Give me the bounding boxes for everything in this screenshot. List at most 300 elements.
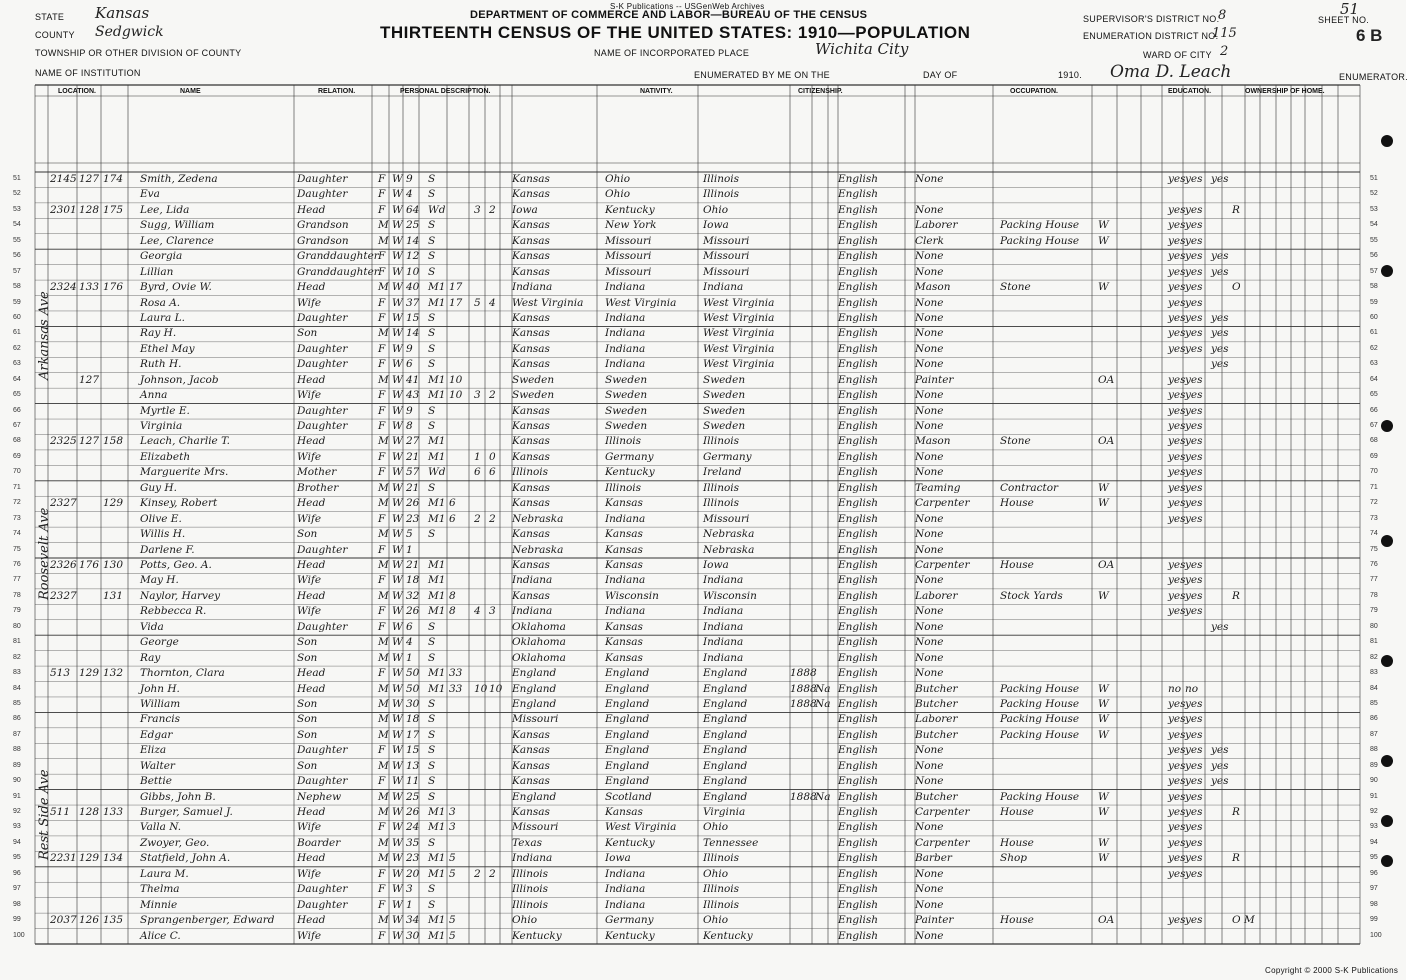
- cell-mother-birthplace: Missouri: [703, 234, 750, 247]
- section-heading: RELATION.: [318, 88, 356, 95]
- county-label: COUNTY: [35, 30, 75, 40]
- cell-father-birthplace: Indiana: [605, 327, 646, 340]
- street-name-note: Rest Side Ave: [37, 769, 52, 860]
- cell-relation: Head: [297, 559, 326, 571]
- line-number: 60: [13, 313, 21, 321]
- cell-mother-birthplace: Sweden: [703, 389, 746, 402]
- cell-read: yes: [1168, 420, 1186, 433]
- cell-sex: F: [378, 744, 386, 757]
- cell-read: yes: [1168, 790, 1186, 803]
- cell-read: yes: [1168, 775, 1186, 788]
- cell-father-birthplace: West Virginia: [605, 296, 677, 309]
- cell-employer: W: [1098, 281, 1109, 294]
- census-row: [13, 790, 1378, 806]
- cell-name: Zwoyer, Geo.: [140, 836, 210, 849]
- census-row: [13, 851, 1378, 867]
- cell-mother-birthplace: England: [703, 667, 748, 680]
- cell-name: Bettie: [140, 775, 172, 788]
- cell-age: 4: [406, 636, 413, 649]
- cell-mother-birthplace: Indiana: [703, 651, 744, 664]
- line-number: 73: [13, 514, 21, 522]
- line-number: 61: [13, 329, 21, 337]
- cell-birthplace: Illinois: [512, 883, 549, 896]
- cell-age: 34: [406, 914, 420, 927]
- cell-father-birthplace: Kentucky: [605, 836, 655, 849]
- cell-sex: F: [378, 389, 386, 402]
- cell-race: W: [392, 311, 403, 324]
- incorporated-place-label: NAME OF INCORPORATED PLACE: [594, 48, 750, 58]
- cell-employer: W: [1098, 234, 1109, 247]
- cell-mother-birthplace: England: [703, 775, 748, 788]
- cell-read: yes: [1168, 806, 1186, 819]
- cell-relation: Head: [297, 914, 326, 927]
- cell-sex: F: [378, 450, 386, 463]
- cell-naturalized: Na: [815, 697, 831, 710]
- cell-father-birthplace: Indiana: [605, 512, 646, 525]
- copyright-notice: Copyright © 2000 S-K Publications: [1265, 966, 1399, 975]
- census-row: [13, 465, 1378, 481]
- cell-birthplace: Sweden: [512, 389, 555, 402]
- cell-relation: Son: [297, 759, 318, 772]
- cell-sex: M: [378, 435, 389, 448]
- cell-house: 2231: [50, 852, 77, 865]
- cell-write: yes: [1185, 589, 1203, 602]
- cell-race: W: [392, 450, 403, 463]
- line-number: 71: [1370, 483, 1378, 491]
- cell-industry: Packing House: [1000, 790, 1080, 803]
- cell-marital: Wd: [428, 203, 446, 216]
- cell-birthplace: Kansas: [512, 497, 550, 510]
- line-number: 72: [13, 499, 21, 507]
- line-number: 96: [1370, 869, 1378, 877]
- cell-house: 2301: [50, 203, 77, 216]
- cell-marital: M1: [428, 574, 446, 587]
- section-heading: PERSONAL DESCRIPTION.: [400, 88, 491, 95]
- cell-relation: Wife: [297, 605, 322, 618]
- cell-marital: M1: [428, 296, 446, 309]
- census-row: [13, 296, 1378, 312]
- cell-employer: W: [1098, 682, 1109, 695]
- census-row: [13, 558, 1378, 574]
- cell-age: 10: [406, 265, 420, 278]
- cell-write: yes: [1185, 327, 1203, 340]
- cell-marital: S: [428, 620, 436, 633]
- cell-occupation: None: [915, 404, 944, 417]
- cell-language: English: [838, 404, 879, 417]
- cell-race: W: [392, 497, 403, 510]
- cell-occupation: None: [915, 311, 944, 324]
- cell-write: yes: [1185, 265, 1203, 278]
- cell-years-married: 33: [449, 682, 463, 695]
- cell-race: W: [392, 342, 403, 355]
- cell-relation: Head: [297, 281, 326, 294]
- cell-marital: S: [428, 327, 436, 340]
- cell-school: yes: [1211, 327, 1229, 340]
- cell-father-birthplace: Ohio: [605, 173, 631, 185]
- cell-occupation: None: [915, 821, 944, 834]
- cell-years-married: 5: [449, 852, 456, 865]
- cell-father-birthplace: Missouri: [605, 265, 652, 278]
- cell-read: yes: [1168, 821, 1186, 834]
- cell-relation: Head: [297, 682, 326, 695]
- cell-sex: F: [378, 173, 386, 185]
- cell-age: 18: [406, 574, 420, 587]
- cell-mother-birthplace: Ireland: [703, 466, 742, 479]
- line-number: 64: [1370, 375, 1378, 383]
- cell-age: 23: [406, 512, 420, 525]
- cell-father-birthplace: England: [605, 713, 650, 726]
- cell-birthplace: Kansas: [512, 358, 550, 371]
- cell-employer: W: [1098, 697, 1109, 710]
- cell-relation: Head: [297, 435, 326, 448]
- cell-father-birthplace: England: [605, 697, 650, 710]
- cell-mother-birthplace: Ohio: [703, 203, 729, 216]
- line-number: 90: [1370, 777, 1378, 785]
- cell-race: W: [392, 234, 403, 247]
- cell-marital: M1: [428, 373, 446, 386]
- cell-write: yes: [1185, 173, 1203, 185]
- cell-birthplace: Kansas: [512, 250, 550, 263]
- cell-sex: F: [378, 203, 386, 216]
- line-number: 88: [13, 746, 21, 754]
- cell-marital: M1: [428, 605, 446, 618]
- cell-years-married: 8: [449, 605, 456, 618]
- cell-write: yes: [1185, 404, 1203, 417]
- cell-industry: Shop: [1000, 852, 1027, 865]
- line-number: 52: [13, 190, 21, 198]
- line-number: 84: [13, 684, 21, 692]
- cell-language: English: [838, 667, 879, 680]
- cell-sex: M: [378, 373, 389, 386]
- cell-occupation: Painter: [915, 914, 954, 927]
- cell-name: Thelma: [140, 883, 180, 896]
- cell-father-birthplace: Kansas: [605, 543, 643, 556]
- cell-house: 2327: [50, 497, 77, 510]
- cell-relation: Son: [297, 697, 318, 710]
- cell-relation: Daughter: [297, 188, 348, 201]
- incorporated-place-value: Wichita City: [815, 40, 909, 58]
- line-number: 69: [13, 452, 21, 460]
- cell-father-birthplace: Ohio: [605, 188, 631, 201]
- cell-race: W: [392, 929, 403, 942]
- cell-birthplace: Kansas: [512, 234, 550, 247]
- cell-relation: Daughter: [297, 543, 348, 556]
- state-label: STATE: [35, 12, 65, 22]
- cell-relation: Wife: [297, 821, 322, 834]
- cell-occupation: None: [915, 466, 944, 479]
- cell-marital: M1: [428, 389, 446, 402]
- cell-age: 26: [406, 497, 420, 510]
- cell-birthplace: Oklahoma: [512, 620, 566, 633]
- cell-birthplace: Iowa: [512, 203, 538, 216]
- cell-naturalized: Na: [815, 682, 831, 695]
- line-number: 64: [13, 375, 21, 383]
- cell-employer: W: [1098, 713, 1109, 726]
- cell-marital: S: [428, 404, 436, 417]
- cell-race: W: [392, 821, 403, 834]
- cell-marital: M1: [428, 589, 446, 602]
- cell-dwelling: 128: [79, 806, 100, 819]
- line-number: 97: [13, 885, 21, 893]
- cell-children-living: 0: [489, 450, 496, 463]
- cell-sex: M: [378, 589, 389, 602]
- cell-marital: S: [428, 311, 436, 324]
- cell-dwelling: 133: [79, 281, 100, 294]
- cell-age: 40: [406, 281, 420, 294]
- sheet-label: SHEET NO.: [1318, 15, 1370, 25]
- census-row: [13, 434, 1378, 450]
- cell-children-born: 5: [474, 296, 481, 309]
- cell-marital: M1: [428, 497, 446, 510]
- line-number: 98: [1370, 900, 1378, 908]
- line-number: 58: [1370, 283, 1378, 291]
- section-heading: OCCUPATION.: [1010, 88, 1058, 95]
- cell-name: Burger, Samuel J.: [140, 806, 233, 819]
- cell-marital: S: [428, 265, 436, 278]
- census-row: [13, 728, 1378, 744]
- cell-write: yes: [1185, 744, 1203, 757]
- cell-marital: S: [428, 636, 436, 649]
- cell-relation: Daughter: [297, 358, 348, 371]
- cell-language: English: [838, 914, 879, 927]
- cell-relation: Head: [297, 373, 326, 386]
- census-row: [13, 512, 1378, 528]
- cell-age: 50: [406, 667, 420, 680]
- cell-name: Lillian: [140, 265, 174, 278]
- cell-read: yes: [1168, 327, 1186, 340]
- punch-hole: [1381, 535, 1393, 547]
- cell-occupation: None: [915, 667, 944, 680]
- line-number: 68: [13, 437, 21, 445]
- cell-language: English: [838, 203, 879, 216]
- cell-relation: Daughter: [297, 620, 348, 633]
- state-value: Kansas: [95, 4, 150, 22]
- cell-occupation: Carpenter: [915, 836, 970, 849]
- line-number: 78: [13, 591, 21, 599]
- cell-race: W: [392, 883, 403, 896]
- cell-race: W: [392, 682, 403, 695]
- cell-relation: Head: [297, 497, 326, 510]
- cell-write: yes: [1185, 836, 1203, 849]
- line-number: 79: [13, 607, 21, 615]
- line-number: 67: [13, 422, 21, 430]
- cell-race: W: [392, 281, 403, 294]
- census-row: [13, 280, 1378, 296]
- cell-race: W: [392, 759, 403, 772]
- line-number: 59: [13, 298, 21, 306]
- cell-read: yes: [1168, 728, 1186, 741]
- cell-name: Potts, Geo. A.: [140, 559, 212, 571]
- line-number: 93: [1370, 823, 1378, 831]
- cell-read: yes: [1168, 450, 1186, 463]
- cell-occupation: None: [915, 528, 944, 541]
- punch-hole: [1381, 655, 1393, 667]
- cell-race: W: [392, 543, 403, 556]
- cell-sex: M: [378, 713, 389, 726]
- cell-employer: OA: [1098, 914, 1115, 927]
- cell-race: W: [392, 898, 403, 911]
- cell-race: W: [392, 466, 403, 479]
- cell-dwelling: 126: [79, 914, 100, 927]
- census-row: [13, 234, 1378, 250]
- punch-hole: [1381, 135, 1393, 147]
- line-number: 100: [1370, 931, 1382, 939]
- publisher-line: S-K Publications -- USGenWeb Archives: [610, 2, 765, 11]
- line-number: 62: [1370, 344, 1378, 352]
- cell-sex: F: [378, 512, 386, 525]
- cell-dwelling: 176: [79, 559, 100, 571]
- cell-read: yes: [1168, 281, 1186, 294]
- cell-school: yes: [1211, 173, 1229, 185]
- enumeration-district-label: ENUMERATION DISTRICT NO.: [1083, 31, 1219, 41]
- cell-sex: F: [378, 543, 386, 556]
- cell-relation: Wife: [297, 574, 322, 587]
- line-number: 80: [13, 622, 21, 630]
- cell-marital: S: [428, 790, 436, 803]
- cell-father-birthplace: Kansas: [605, 806, 643, 819]
- cell-occupation: None: [915, 512, 944, 525]
- cell-sex: F: [378, 667, 386, 680]
- cell-school: yes: [1211, 358, 1229, 371]
- cell-occupation: None: [915, 265, 944, 278]
- cell-sex: M: [378, 697, 389, 710]
- cell-language: English: [838, 775, 879, 788]
- cell-relation: Wife: [297, 450, 322, 463]
- cell-write: yes: [1185, 867, 1203, 880]
- line-number: 78: [1370, 591, 1378, 599]
- cell-language: English: [838, 497, 879, 510]
- cell-race: W: [392, 620, 403, 633]
- census-row: [13, 527, 1378, 543]
- census-row: [13, 543, 1378, 559]
- cell-occupation: Mason: [915, 435, 951, 448]
- cell-sex: F: [378, 775, 386, 788]
- census-row: [13, 651, 1378, 667]
- cell-race: W: [392, 836, 403, 849]
- line-number: 65: [13, 391, 21, 399]
- cell-write: yes: [1185, 775, 1203, 788]
- cell-language: English: [838, 234, 879, 247]
- cell-relation: Daughter: [297, 420, 348, 433]
- cell-age: 26: [406, 806, 420, 819]
- punch-hole: [1381, 755, 1393, 767]
- cell-race: W: [392, 173, 403, 185]
- cell-industry: Stock Yards: [1000, 589, 1063, 602]
- cell-occupation: Carpenter: [915, 497, 970, 510]
- line-number: 58: [13, 283, 21, 291]
- cell-relation: Head: [297, 589, 326, 602]
- cell-family: 174: [103, 173, 124, 185]
- cell-sex: F: [378, 605, 386, 618]
- cell-industry: House: [1000, 836, 1034, 849]
- cell-age: 13: [406, 759, 420, 772]
- cell-language: English: [838, 450, 879, 463]
- cell-years-married: 10: [449, 373, 463, 386]
- cell-relation: Daughter: [297, 883, 348, 896]
- cell-occupation: Laborer: [915, 219, 958, 232]
- cell-name: Eliza: [140, 744, 167, 757]
- cell-relation: Daughter: [297, 342, 348, 355]
- cell-name: Virginia: [140, 420, 183, 433]
- cell-name: Sprangenberger, Edward: [140, 914, 275, 927]
- sheet-number: 6 B: [1356, 26, 1383, 45]
- cell-read: yes: [1168, 466, 1186, 479]
- cell-relation: Wife: [297, 867, 322, 880]
- cell-write: no: [1185, 682, 1199, 695]
- cell-race: W: [392, 435, 403, 448]
- cell-marital: S: [428, 188, 436, 201]
- cell-mother-birthplace: West Virginia: [703, 311, 775, 324]
- cell-children-born: 3: [474, 389, 481, 402]
- cell-sex: F: [378, 466, 386, 479]
- cell-mother-birthplace: Indiana: [703, 281, 744, 294]
- cell-relation: Son: [297, 636, 318, 649]
- cell-employer: W: [1098, 219, 1109, 232]
- cell-father-birthplace: Indiana: [605, 358, 646, 371]
- cell-father-birthplace: Kansas: [605, 528, 643, 541]
- cell-name: Georgia: [140, 250, 183, 263]
- cell-birthplace: Texas: [512, 836, 542, 849]
- cell-name: Anna: [140, 389, 168, 402]
- cell-read: yes: [1168, 512, 1186, 525]
- cell-race: W: [392, 373, 403, 386]
- cell-marital: S: [428, 219, 436, 232]
- corner-page-mark: 51: [1340, 0, 1360, 18]
- census-row: [13, 774, 1378, 790]
- cell-father-birthplace: Indiana: [605, 883, 646, 896]
- cell-birthplace: Nebraska: [512, 512, 564, 525]
- census-row: [13, 867, 1378, 883]
- cell-name: John H.: [140, 682, 180, 695]
- cell-age: 50: [406, 682, 420, 695]
- cell-father-birthplace: Indiana: [605, 898, 646, 911]
- cell-write: yes: [1185, 790, 1203, 803]
- cell-age: 1: [406, 543, 413, 556]
- line-number: 76: [13, 561, 21, 568]
- cell-industry: Packing House: [1000, 682, 1080, 695]
- cell-sex: F: [378, 620, 386, 633]
- cell-write: yes: [1185, 559, 1203, 571]
- cell-language: English: [838, 281, 879, 294]
- cell-name: Francis: [140, 713, 180, 726]
- line-number: 52: [1370, 190, 1378, 198]
- line-number: 86: [13, 715, 21, 723]
- street-name-note: Roosevelt Ave: [37, 507, 52, 600]
- cell-relation: Head: [297, 852, 326, 865]
- cell-race: W: [392, 728, 403, 741]
- cell-birthplace: England: [512, 790, 557, 803]
- cell-sex: M: [378, 728, 389, 741]
- cell-mother-birthplace: Sweden: [703, 420, 746, 433]
- cell-read: yes: [1168, 435, 1186, 448]
- cell-mother-birthplace: Illinois: [703, 898, 740, 911]
- cell-race: W: [392, 203, 403, 216]
- cell-write: yes: [1185, 605, 1203, 618]
- cell-birthplace: Sweden: [512, 373, 555, 386]
- cell-school: yes: [1211, 250, 1229, 263]
- cell-immigration: 1888: [790, 697, 817, 710]
- cell-father-birthplace: England: [605, 759, 650, 772]
- cell-age: 17: [406, 728, 420, 741]
- cell-father-birthplace: England: [605, 667, 650, 680]
- cell-name: Ray: [140, 651, 161, 664]
- cell-write: yes: [1185, 852, 1203, 865]
- cell-birthplace: Kansas: [512, 559, 550, 571]
- cell-language: English: [838, 806, 879, 819]
- cell-father-birthplace: Kansas: [605, 620, 643, 633]
- cell-marital: M1: [428, 806, 446, 819]
- cell-marital: M1: [428, 682, 446, 695]
